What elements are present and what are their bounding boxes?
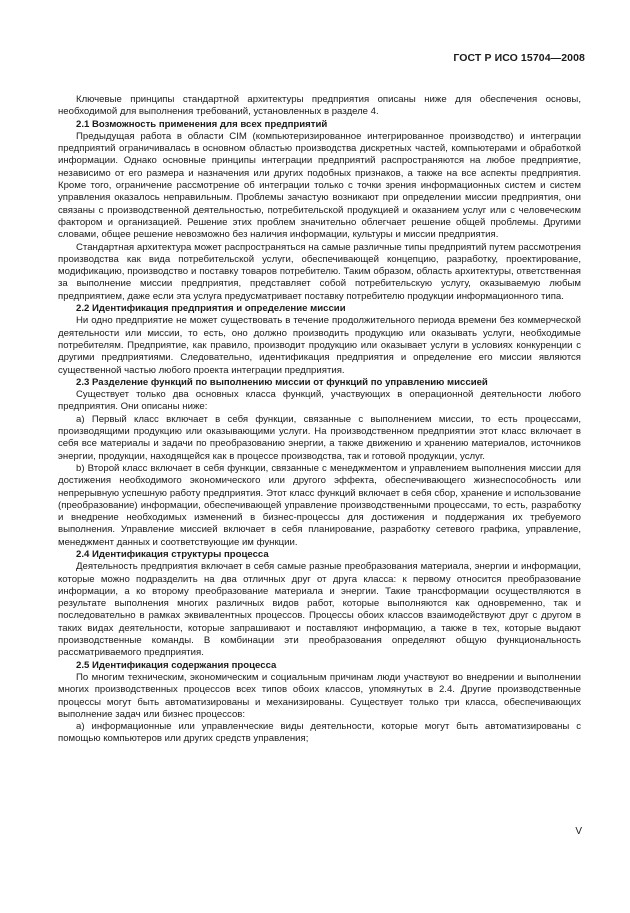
section-2-5-paragraph-1: По многим техническим, экономическим и социальным причинам люди участвуют во внедрении и выполнении многих производственных процессов всех типов обоих классов, упомянутых в 2.4. Другие производственные процессы могут быть автоматизированы и механизированы. Существует только три класса, обеспечивающих выполнение задач или бизнес процессов: — [58, 671, 581, 720]
document-body — [58, 94, 581, 746]
section-2-1-paragraph-1: Предыдущая работа в области CIM (компьютеризированное интегрированное производство) и интеграции предприятий ограничивалась в основном областью производства дискретных частей, компьютерами и обработкой информации. Однако основные принципы интеграции предприятий распространяются на любое предприятие, независимо от его размера и назначения или других подобных признаков, а также на все аспекты предприятия. Кроме того, ограничение рассмотрение об интеграции только с точки зрения информационных систем и систем управления оказалось неправильным. Проблемы зачастую возникают при определении миссии предприятия, они связаны с производственной деятельностью, потребительской продукцией и оказанием услуг или с человеческим фактором и организацией. Решение этих проблем значительно облегчает решение общей проблемы. Другими словами, общее решение невозможно без наличия информации, культуры и миссии предприятия. — [58, 130, 581, 241]
section-2-3-item-b: b) Второй класс включает в себя функции, связанные с менеджментом и управлением выполнения миссии для достижения необходимого экономического или другого эффекта, обеспечивающего жизнеспособность или непрерывную успешную работу предприятия. Этот класс функций включает в себя сбор, хранение и использование (преобразование) информации, обеспечивающей управление производственными процессами, то есть, разработку и внедрение необходимых изменений в бизнес-процессы для достижения и поддержания их требуемого выполнения. Управление миссией включает в себя планирование, разработку сетевого графика, управление, менеджмент данных и соответствующие им функции. — [58, 462, 581, 548]
section-2-5-heading: 2.5 Идентификация содержания процесса — [76, 659, 277, 671]
section-2-2-paragraph-1: Ни одно предприятие не может существовать в течение продолжительного периода времени без коммерческой деятельности или миссии, то есть, оно должно производить продукцию или оказывать услуги, необходимые потребителям. Предприятие, как правило, производит продукцию или оказывает услуги в условиях конкуренции с другими предприятиями. Следовательно, идентификация предприятия и определение его миссии являются существенной частью любого проекта интеграции предприятия. — [58, 315, 581, 376]
section-2-1-heading: 2.1 Возможность применения для всех предприятий — [76, 118, 328, 130]
section-2-5-item-a: а) информационные или управленческие виды деятельности, которые могут быть автоматизированы с помощью компьютеров или других средств управления; — [58, 721, 581, 745]
section-2-4-paragraph-1: Деятельность предприятия включает в себя самые разные преобразования материала, энергии и информации, которые можно подразделить на два отличных друг от друга класса: к первому относится преобразование информации, а ко второму преобразование материала и энергии. Такие трансформации осуществляются в результате выполнения многих различных видов работ, которые выполняются как одновременно, так и последовательно в рамках эквивалентных процессов. Процессы обоих классов взаимодействуют друг с другом в таких видах деятельности, которые запрашивают и поставляют информацию, а также в тех, которые выдают производственные команды. В комбинации эти преобразования определяют общую функциональность рассматриваемого предприятия. — [58, 561, 581, 659]
section-2-1-paragraph-2: Стандартная архитектура может распространяться на самые различные типы предприятий путем рассмотрения производства как вида потребительской услуги, обеспечивающей концепцию, разработку, проектирование, модификацию, производство и поставку товаров потребителю. Таким образом, область архитектуры, ответственная за выполнение миссии предприятия, представляет собой потребительскую услугу, оказываемую любым предприятием, даже если эта услуга предусматривает поставку потребителю продукции информационного типа. — [58, 241, 581, 302]
section-2-3-paragraph-1: Существует только два основных класса функций, участвующих в операционной деятельности любого предприятия. Они описаны ниже: — [58, 389, 581, 413]
document-id-header: ГОСТ Р ИСО 15704—2008 — [453, 52, 585, 64]
page-number: V — [575, 826, 582, 837]
section-2-3-heading: 2.3 Разделение функций по выполнению миссии от функций по управлению миссией — [76, 376, 488, 388]
section-2-4-heading: 2.4 Идентификация структуры процесса — [76, 548, 269, 560]
intro-paragraph: Ключевые принципы стандартной архитектуры предприятия описаны ниже для обеспечения основы, необходимой для выполнения требований, установленных в разделе 4. — [58, 94, 581, 118]
section-2-3-item-a: а) Первый класс включает в себя функции, связанные с выполнением миссии, то есть процессами, производящими продукцию или оказывающими услуги. На производственном предприятии этот класс включает в себя все материалы и задачи по преобразованию энергии, а также движению и хранению материалов, источников энергии, продукции, находящейся как в процессе производства, так и готовой продукции, услуг. — [58, 413, 581, 462]
section-2-2-heading: 2.2 Идентификация предприятия и определение миссии — [76, 303, 346, 315]
